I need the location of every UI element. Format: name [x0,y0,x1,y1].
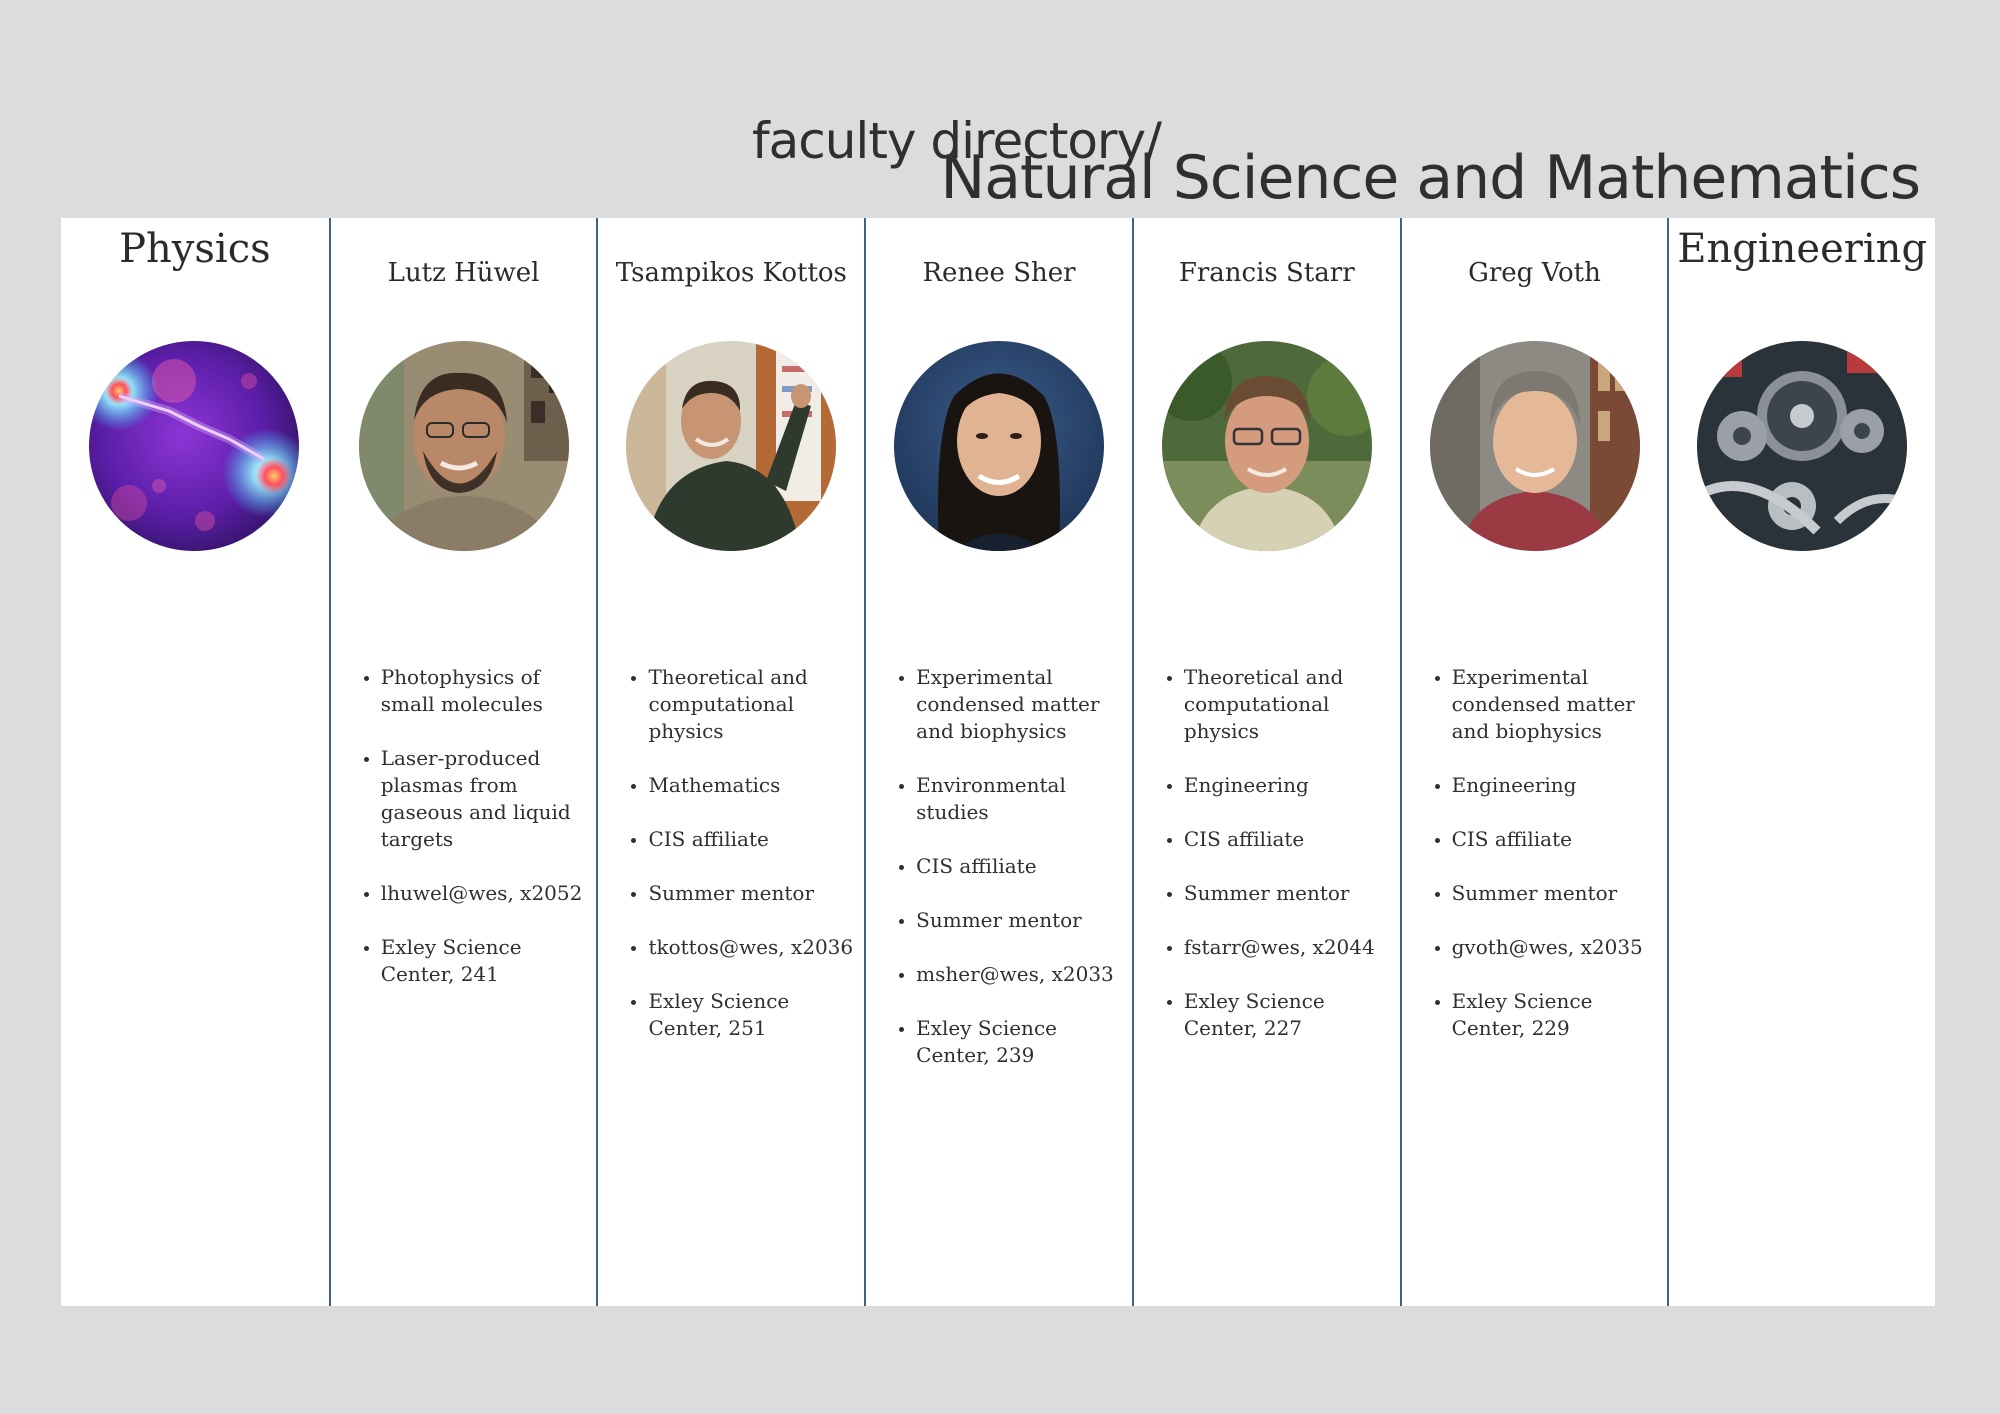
faculty-name: Tsampikos Kottos [615,258,847,288]
faculty-details [353,664,589,1015]
faculty-name: Francis Starr [1178,258,1355,288]
faculty-details [1424,664,1660,1069]
detail-item: • Mathematics [648,772,856,799]
faculty-name: Greg Voth [1468,258,1601,288]
faculty-name: Renee Sher [922,258,1076,288]
detail-item: • Engineering [1452,772,1660,799]
detail-office: • Exley Science Center, 239 [916,1015,1124,1069]
detail-office: • Exley Science Center, 227 [1184,988,1392,1042]
detail-item: • Summer mentor [1452,880,1660,907]
detail-item: • Photophysics of small molecules [381,664,589,718]
engine-icon [1697,341,1907,551]
detail-item: • CIS affiliate [916,853,1124,880]
faculty-photo [1162,341,1372,551]
detail-item: • CIS affiliate [1452,826,1660,853]
detail-email: • tkottos@wes, x2036 [648,934,856,961]
detail-office: • Exley Science Center, 241 [381,934,589,988]
faculty-details [620,664,856,1069]
faculty-details [888,664,1124,1096]
faculty-column-starr [1132,218,1400,1306]
detail-item: • CIS affiliate [1184,826,1392,853]
faculty-column-voth [1400,218,1668,1306]
detail-item: • Laser-produced plasmas from gaseous and liquid targets [381,745,589,853]
faculty-column-sher [864,218,1132,1306]
detail-email: • gvoth@wes, x2035 [1452,934,1660,961]
detail-item: • CIS affiliate [648,826,856,853]
detail-email: • msher@wes, x2033 [916,961,1124,988]
detail-office: • Exley Science Center, 251 [648,988,856,1042]
faculty-photo [359,341,569,551]
directory-label: faculty directory/ [752,112,1161,170]
faculty-panel [61,218,1935,1306]
faculty-name: Lutz Hüwel [387,258,540,288]
department-column-engineering [1667,218,1935,1306]
department-column-physics [61,218,329,1306]
detail-item: • Theoretical and computational physics [648,664,856,745]
page-header [0,0,2000,218]
faculty-photo [626,341,836,551]
detail-item: • Summer mentor [1184,880,1392,907]
faculty-photo [1430,341,1640,551]
detail-item: • Experimental condensed matter and biophysics [1452,664,1660,745]
department-title-physics: Physics [119,226,271,272]
detail-item: • Engineering [1184,772,1392,799]
faculty-column-huwel [329,218,597,1306]
detail-email: • lhuwel@wes, x2052 [381,880,589,907]
detail-item: • Environmental studies [916,772,1124,826]
faculty-photo [894,341,1104,551]
page-title: Natural Science and Mathematics [940,143,1920,213]
detail-item: • Theoretical and computational physics [1184,664,1392,745]
faculty-details [1156,664,1392,1069]
faculty-column-kottos [596,218,864,1306]
detail-item: • Summer mentor [648,880,856,907]
detail-item: • Experimental condensed matter and biophysics [916,664,1124,745]
detail-item: • Summer mentor [916,907,1124,934]
department-title-engineering: Engineering [1677,226,1928,272]
detail-office: • Exley Science Center, 229 [1452,988,1660,1042]
detail-email: • fstarr@wes, x2044 [1184,934,1392,961]
physics-icon [89,341,299,551]
